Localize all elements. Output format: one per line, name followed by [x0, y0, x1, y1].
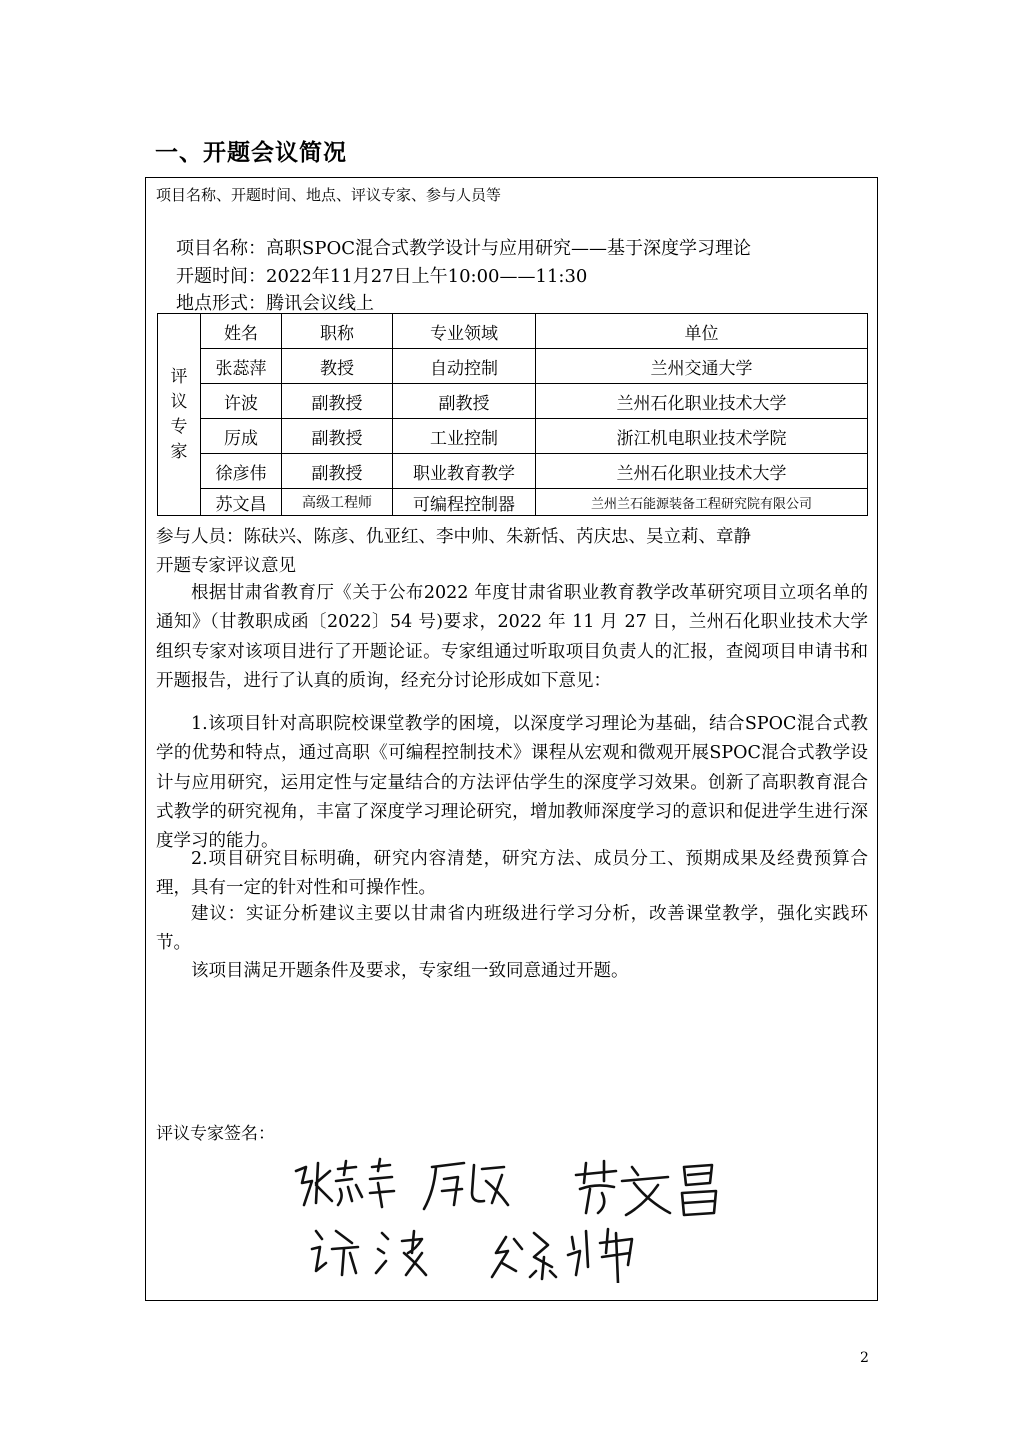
- participants-line: 参与人员：陈砆兴、陈彦、仇亚红、李中帅、朱新恬、芮庆忠、吴立莉、章静: [156, 527, 751, 547]
- experts-table: [157, 313, 868, 516]
- expert-unit: 兰州交通大学: [536, 349, 868, 384]
- project-time-line: [176, 262, 587, 288]
- expert-unit: 兰州兰石能源装备工程研究院有限公司: [536, 489, 868, 516]
- opinion-paragraph: 根据甘肃省教育厅《关于公布2022 年度甘肃省职业教育教学改革研究项目立项名单的通知》（甘教职成函〔2022〕54 号)要求，2022 年 11 月 27 日，兰州石化职业技术大学组织专家对该项目进行了开题论证。专家组通过听取项目负责人的汇报，查阅项目申请书和开题报告，进行了认真的质询，经充分讨论形成如下意见：: [156, 583, 868, 691]
- signature-label: 评议专家签名：: [156, 1124, 275, 1144]
- table-row: [158, 454, 868, 489]
- project-name-label: 项目名称：: [176, 238, 266, 259]
- signature-1: [296, 1159, 394, 1207]
- expert-title: 副教授: [282, 419, 393, 454]
- expert-unit: 兰州石化职业技术大学: [536, 454, 868, 489]
- project-name-value: 高职SPOC混合式教学设计与应用研究——基于深度学习理论: [266, 238, 751, 259]
- project-place-label: 地点形式：: [176, 293, 266, 314]
- project-time-value: 2022年11月27日上午10:00——11:30: [266, 266, 588, 287]
- page-number: 2: [860, 1350, 869, 1366]
- expert-name: 张蕊萍: [201, 349, 282, 384]
- table-row: [158, 489, 868, 516]
- expert-name: 许波: [201, 384, 282, 419]
- signature-2: [424, 1163, 508, 1209]
- box-caption: 项目名称、开题时间、地点、评议专家、参与人员等: [156, 186, 502, 204]
- experts-group-label: 评 议 专 家: [158, 314, 201, 516]
- project-place-value: 腾讯会议线上: [266, 293, 374, 314]
- project-time-label: 开题时间：: [176, 266, 266, 287]
- expert-title: 副教授: [282, 384, 393, 419]
- table-header-row: [158, 314, 868, 349]
- expert-field: 自动控制: [393, 349, 536, 384]
- expert-unit: 浙江机电职业技术学院: [536, 419, 868, 454]
- signature-5: [492, 1229, 632, 1283]
- table-row: [158, 384, 868, 419]
- handwritten-signatures: [286, 1153, 746, 1283]
- header-unit: 单位: [536, 314, 868, 349]
- expert-field: 职业教育教学: [393, 454, 536, 489]
- section-title: 一、开题会议简况: [155, 140, 347, 166]
- signature-3: [576, 1161, 716, 1215]
- opinion-paragraph: 该项目满足开题条件及要求，专家组一致同意通过开题。: [191, 961, 629, 981]
- opinion-paragraph: 建议：实证分析建议主要以甘肃省内班级进行学习分析，改善课堂教学，强化实践环节。: [156, 904, 868, 954]
- expert-title: 高级工程师: [282, 489, 393, 516]
- expert-field: 可编程控制器: [393, 489, 536, 516]
- opinion-paragraph: 2.项目研究目标明确，研究内容清楚，研究方法、成员分工、预期成果及经费预算合理，具有一定的针对性和可操作性。: [156, 849, 868, 899]
- opinion-title: 开题专家评议意见: [156, 556, 296, 576]
- project-name-line: [176, 234, 751, 260]
- header-field: 专业领域: [393, 314, 536, 349]
- header-name: 姓名: [201, 314, 282, 349]
- expert-field: 工业控制: [393, 419, 536, 454]
- project-place-line: [176, 289, 374, 315]
- expert-title: 教授: [282, 349, 393, 384]
- expert-unit: 兰州石化职业技术大学: [536, 384, 868, 419]
- header-title: 职称: [282, 314, 393, 349]
- opinion-paragraph: 1.该项目针对高职院校课堂教学的困境，以深度学习理论为基础，结合SPOC混合式教学的优势和特点，通过高职《可编程控制技术》课程从宏观和微观开展SPOC混合式教学设计与应用研究，运用定性与定量结合的方法评估学生的深度学习效果。创新了高职教育混合式教学的研究视角，丰富了深度学习理论研究，增加教师深度学习的意识和促进学生进行深度学习的能力。: [156, 714, 868, 852]
- expert-name: 徐彦伟: [201, 454, 282, 489]
- expert-name: 苏文昌: [201, 489, 282, 516]
- expert-field: 副教授: [393, 384, 536, 419]
- table-row: [158, 419, 868, 454]
- meeting-summary-box: [145, 177, 878, 1301]
- table-row: [158, 349, 868, 384]
- expert-title: 副教授: [282, 454, 393, 489]
- signature-4: [312, 1231, 426, 1275]
- expert-name: 厉成: [201, 419, 282, 454]
